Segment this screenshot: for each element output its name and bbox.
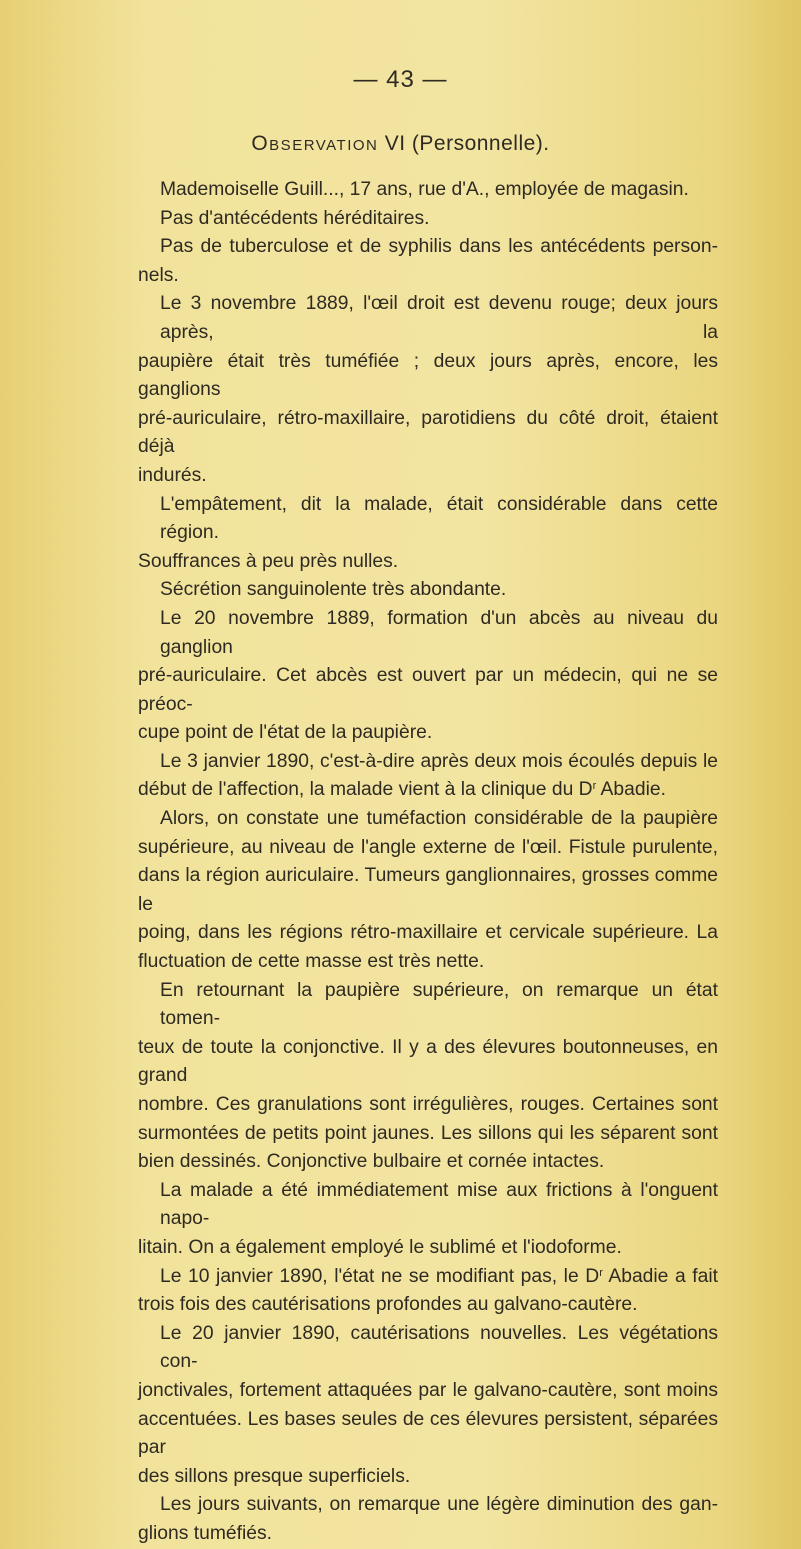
- text-line: trois fois des cautérisations profondes au galvano-cautère.: [138, 1294, 638, 1316]
- text-line: Souffrances à peu près nulles.: [138, 550, 399, 572]
- text-line: supérieure, au niveau de l'angle externe de l'œil. Fistule purulente,: [138, 836, 718, 858]
- text-line: Le 20 novembre 1889, formation d'un abcès au niveau du ganglion: [160, 607, 718, 658]
- text-line: jonctivales, fortement attaquées par le galvano-cautère, sont moins: [138, 1379, 718, 1401]
- text-line: cupe point de l'état de la paupière.: [138, 722, 433, 744]
- text-line: bien dessinés. Conjonctive bulbaire et cornée intactes.: [138, 1151, 605, 1173]
- text-line: Le 10 janvier 1890, l'état ne se modifiant pas, le $D^r$ Abadie a fait: [160, 1265, 718, 1287]
- text-line: Mademoiselle Guill..., 17 ans, rue d'A., employée de magasin.: [160, 179, 689, 200]
- text-line: L'empâtement, dit la malade, était considérable dans cette région.: [160, 493, 718, 544]
- text-line: Sécrétion sanguinolente très abondante.: [160, 579, 507, 601]
- title-suffix: (Personnelle).: [411, 132, 550, 155]
- text-line: La malade a été immédiatement mise aux frictions à l'onguent napo-: [160, 1179, 718, 1230]
- text-line: début de l'affection, la malade vient à la clinique du $D^r$ Abadie.: [138, 779, 666, 801]
- text-line: pré-auriculaire, rétro-maxillaire, parotidiens du côté droit, étaient déjà: [138, 407, 718, 458]
- text-line: En retournant la paupière supérieure, on remarque un état tomen-: [160, 979, 718, 1030]
- text-line: Le 3 novembre 1889, l'œil droit est devenu rouge; deux jours après, la: [160, 293, 718, 343]
- text-line: paupière était très tuméfiée ; deux jours après, encore, les ganglions: [138, 350, 718, 401]
- section-title: [0, 132, 801, 156]
- text-line: Pas de tuberculose et de syphilis dans les antécédents person-: [160, 236, 718, 258]
- text-line: Le 3 janvier 1890, c'est-à-dire après deux mois écoulés depuis le: [160, 750, 718, 772]
- text-line: nombre. Ces granulations sont irrégulières, rouges. Certaines sont: [138, 1094, 718, 1115]
- text-line: fluctuation de cette masse est très nette.: [138, 951, 485, 973]
- text-line: nels.: [138, 264, 179, 286]
- text-line: des sillons presque superficiels.: [138, 1465, 411, 1487]
- text-line: Les jours suivants, on remarque une légère diminution des gan-: [160, 1494, 718, 1516]
- title-numeral: VI: [384, 132, 406, 155]
- body-text: [138, 176, 718, 1549]
- text-line: dans la région auriculaire. Tumeurs ganglionnaires, grosses comme le: [138, 865, 718, 915]
- text-line: poing, dans les régions rétro-maxillaire et cervicale supérieure. La: [138, 922, 718, 944]
- text-line: Alors, on constate une tuméfaction considérable de la paupière: [160, 808, 718, 830]
- text-line: indurés.: [138, 464, 207, 486]
- text-line: Pas d'antécédents héréditaires.: [160, 207, 430, 229]
- text-line: accentuées. Les bases seules de ces élevures persistent, séparées par: [138, 1408, 718, 1459]
- page-number: — 43 —: [353, 66, 448, 93]
- text-line: glions tuméfiés.: [138, 1522, 272, 1544]
- text-line: Le 20 janvier 1890, cautérisations nouvelles. Les végétations con-: [160, 1322, 718, 1373]
- text-line: teux de toute la conjonctive. Il y a des élevures boutonneuses, en grand: [138, 1036, 718, 1087]
- text-line: litain. On a également employé le sublimé et l'iodoforme.: [138, 1236, 622, 1258]
- text-line: pré-auriculaire. Cet abcès est ouvert par un médecin, qui ne se préoc-: [138, 665, 718, 715]
- title-label: Observation: [251, 132, 379, 155]
- text-line: surmontées de petits point jaunes. Les sillons qui les séparent sont: [138, 1122, 718, 1144]
